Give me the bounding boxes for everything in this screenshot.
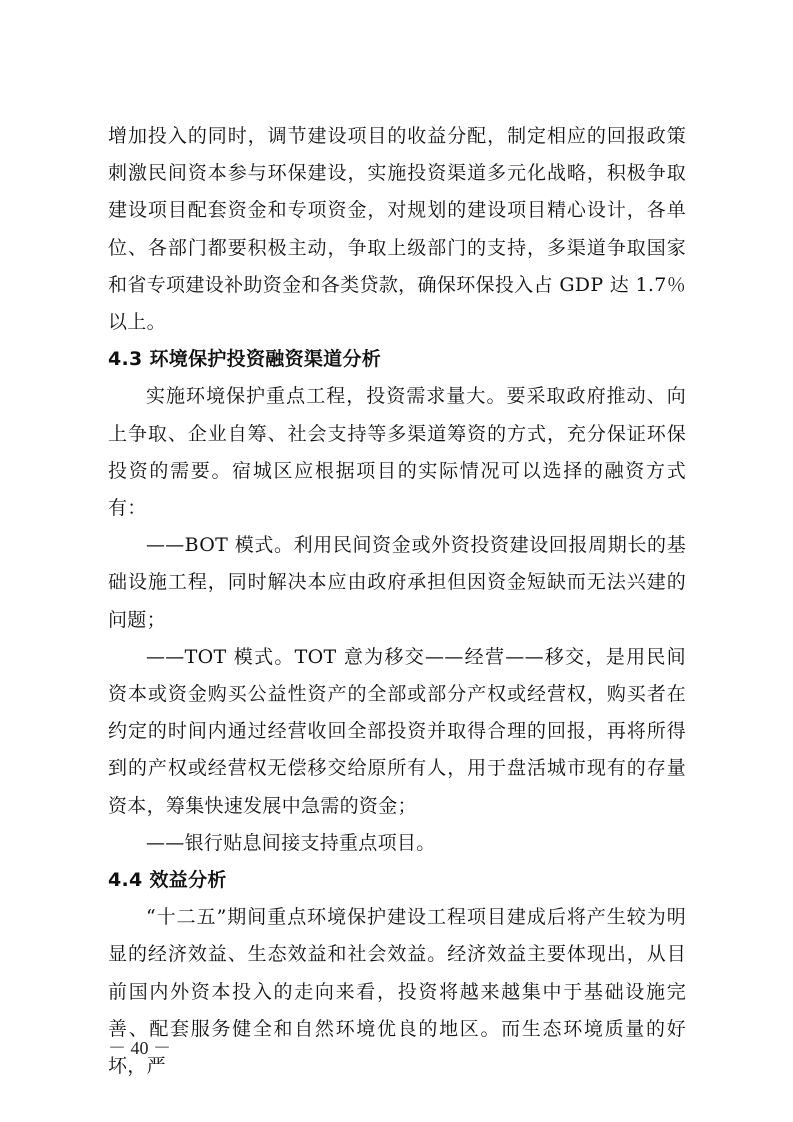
page-number: － 40 － — [108, 1038, 171, 1058]
section-heading-4-4: 4.4 效益分析 — [108, 869, 227, 892]
page-content — [108, 118, 686, 1085]
paragraph-bot-mode: ——BOT 模式。利用民间资金或外资投资建设回报周期长的基础设施工程，同时解决本应由政府承担但因资金短缺而无法兴建的问题； — [108, 534, 686, 631]
paragraph-bank-interest: ——银行贴息间接支持重点项目。 — [146, 831, 436, 854]
paragraph-tot-mode: ——TOT 模式。TOT 意为移交——经营——移交，是用民间资本或资金购买公益性资产的全部或部分产权或经营权，购买者在约定的时间内通过经营收回全部投资并取得合理的回报，再将所得到的产权或经营权无偿移交给原所有人，用于盘活城市现有的存量资本，筹集快速发展中急需的资金； — [108, 645, 686, 817]
paragraph-benefit-analysis: “十二五”期间重点环境保护建设工程项目建成后将产生较为明显的经济效益、生态效益和社会效益。经济效益主要体现出，从目前国内外资本投入的走向来看，投资将越来越集中于基础设施完善、配套服务健全和自然环境优良的地区。而生态环境质量的好坏，严 — [108, 906, 686, 1078]
section-heading-4-3: 4.3 环境保护投资融资渠道分析 — [108, 348, 382, 371]
paragraph-investment: 增加投入的同时，调节建设项目的收益分配，制定相应的回报政策刺激民间资本参与环保建设，实施投资渠道多元化战略，积极争取建设项目配套资金和专项资金，对规划的建设项目精心设计，各单位、各部门都要积极主动，争取上级部门的支持，多渠道争取国家和省专项建设补助资金和各类贷款，确保环保投入占 GDP 达 1.7％以上。 — [108, 125, 686, 334]
paragraph-financing-intro: 实施环境保护重点工程，投资需求量大。要采取政府推动、向上争取、企业自筹、社会支持等多渠道筹资的方式，充分保证环保投资的需要。宿城区应根据项目的实际情况可以选择的融资方式有： — [108, 385, 686, 520]
